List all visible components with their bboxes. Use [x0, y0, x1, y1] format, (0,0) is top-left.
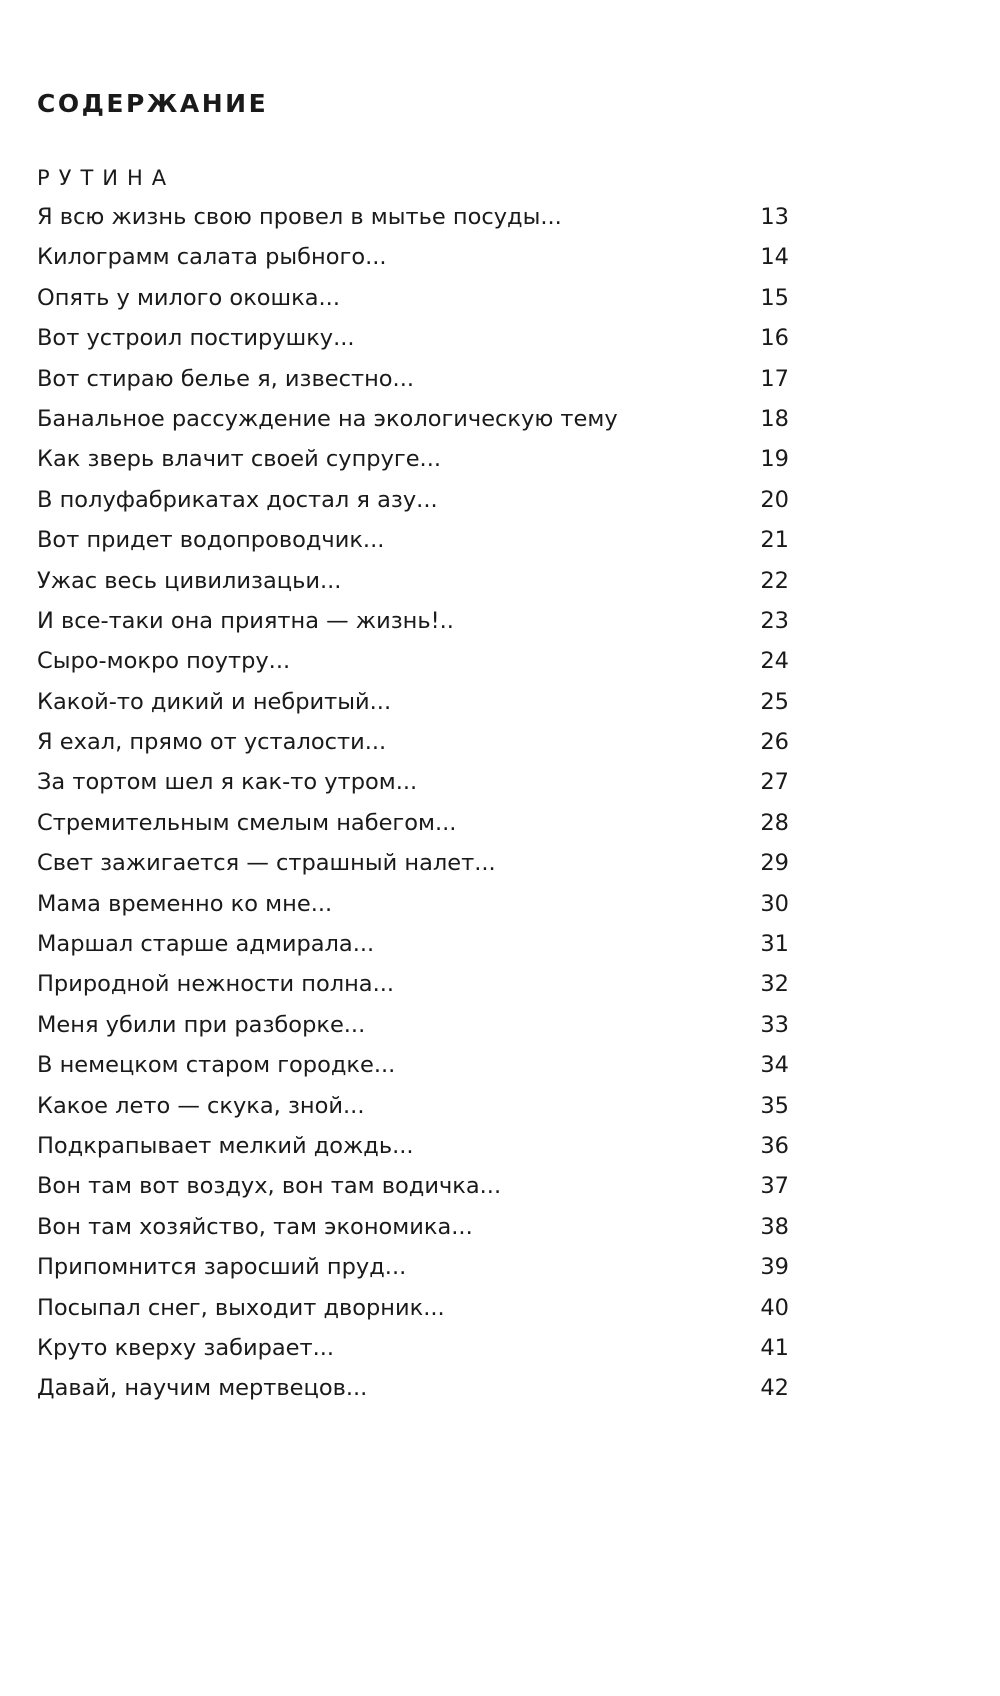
toc-entry-page-number: 17 [760, 365, 789, 392]
toc-entry-page-number: 31 [760, 931, 789, 958]
toc-entry-page-number: 41 [760, 1334, 789, 1361]
toc-entry [37, 237, 789, 277]
toc-entry [37, 520, 789, 560]
toc-entry [37, 1247, 789, 1287]
toc-entry [37, 439, 789, 479]
toc-entry-page-number: 14 [760, 244, 789, 271]
toc-entry-title: Ужас весь цивилизацьи... [37, 567, 342, 594]
toc-entry [37, 884, 789, 924]
toc-entry-title: Припомнится заросший пруд... [37, 1254, 407, 1281]
toc-entry-page-number: 13 [760, 204, 789, 230]
toc-entry-title: Посыпал снег, выходит дворник... [37, 1294, 445, 1321]
toc-entry-page-number: 40 [760, 1294, 789, 1321]
toc-entry-page-number: 26 [760, 729, 789, 756]
toc-entry-page-number: 29 [760, 850, 789, 877]
toc-entry-page-number: 18 [760, 405, 789, 432]
toc-entry-page-number: 39 [760, 1254, 789, 1281]
toc-entry-page-number: 20 [760, 486, 789, 513]
toc-entry-title: Какой-то дикий и небритый... [37, 688, 392, 715]
toc-entry [37, 722, 789, 762]
toc-entry-title: В немецком старом городке... [37, 1052, 396, 1079]
toc-entry-page-number: 19 [760, 446, 789, 473]
toc-entry-title: Опять у милого окошка... [37, 284, 340, 311]
toc-entry-title: Вот устроил постирушку... [37, 325, 355, 352]
toc-entry [37, 601, 789, 641]
toc-entry-title: Подкрапывает мелкий дождь... [37, 1132, 414, 1159]
toc-entry-page-number: 38 [760, 1213, 789, 1240]
toc-entry [37, 1368, 789, 1408]
toc-entry [37, 1045, 789, 1085]
toc-entry-page-number: 24 [760, 648, 789, 675]
toc-entry [37, 964, 789, 1004]
toc-entry-title: Вон там вот воздух, вон там водичка... [37, 1173, 502, 1200]
toc-entry [37, 1086, 789, 1126]
toc-entry-page-number: 21 [760, 527, 789, 554]
toc-entry [37, 1126, 789, 1166]
toc-entry [37, 278, 789, 318]
toc-entry-page-number: 34 [760, 1052, 789, 1079]
toc-entry-page-number: 22 [760, 567, 789, 594]
toc-entry [37, 399, 789, 439]
toc-entry-title: Природной нежности полна... [37, 971, 395, 998]
toc-entry-title: Круто кверху забирает... [37, 1334, 335, 1361]
toc-entry-title: За тортом шел я как-то утром... [37, 769, 418, 796]
toc-entry-title: Вон там хозяйство, там экономика... [37, 1213, 473, 1240]
toc-entry [37, 197, 789, 237]
toc-entry-title: Свет зажигается — страшный налет... [37, 850, 496, 877]
toc-entry [37, 641, 789, 681]
toc-entry [37, 682, 789, 722]
toc-entry-page-number: 15 [760, 284, 789, 311]
section-heading: РУТИНА [37, 166, 176, 190]
toc-entry [37, 1207, 789, 1247]
toc-entry [37, 480, 789, 520]
toc-entry-page-number: 35 [760, 1092, 789, 1119]
toc-entry [37, 318, 789, 358]
toc-entry-page-number: 16 [760, 325, 789, 352]
toc-entry [37, 924, 789, 964]
toc-entry [37, 1166, 789, 1206]
toc-entry-title: Меня убили при разборке... [37, 1011, 366, 1038]
toc-entry-page-number: 23 [760, 607, 789, 634]
toc-entry-title: И все-таки она приятна — жизнь!.. [37, 607, 454, 634]
page-title: СОДЕРЖАНИЕ [37, 89, 269, 118]
toc-entry-title: Мама временно ко мне... [37, 890, 333, 917]
table-of-contents [37, 197, 789, 1409]
toc-entry [37, 762, 789, 802]
toc-entry-title: Какое лето — скука, зной... [37, 1092, 365, 1119]
toc-entry-title: Как зверь влачит своей супруге... [37, 446, 442, 473]
toc-entry-title: Стремительным смелым набегом... [37, 809, 457, 836]
toc-entry-title: Банальное рассуждение на экологическую тему [37, 405, 618, 432]
toc-entry-page-number: 33 [760, 1011, 789, 1038]
toc-entry-title: Давай, научим мертвецов... [37, 1375, 368, 1402]
toc-entry [37, 843, 789, 883]
toc-entry-title: Вот стираю белье я, известно... [37, 365, 415, 392]
toc-entry-title: Маршал старше адмирала... [37, 931, 375, 958]
toc-entry-page-number: 37 [760, 1173, 789, 1200]
toc-entry-title: Килограмм салата рыбного... [37, 244, 387, 271]
toc-entry-title: В полуфабрикатах достал я азу... [37, 486, 438, 513]
toc-entry-title: Вот придет водопроводчик... [37, 527, 385, 554]
toc-entry [37, 1288, 789, 1328]
toc-entry-page-number: 36 [760, 1132, 789, 1159]
toc-entry [37, 1328, 789, 1368]
toc-entry [37, 359, 789, 399]
toc-entry [37, 561, 789, 601]
toc-entry-page-number: 27 [760, 769, 789, 796]
toc-entry-title: Я ехал, прямо от усталости... [37, 729, 387, 756]
toc-entry [37, 1005, 789, 1045]
toc-entry-page-number: 32 [760, 971, 789, 998]
toc-entry-page-number: 42 [760, 1375, 789, 1402]
toc-entry-page-number: 25 [760, 688, 789, 715]
toc-entry-page-number: 28 [760, 809, 789, 836]
toc-entry-title: Сыро-мокро поутру... [37, 648, 291, 675]
toc-entry-title: Я всю жизнь свою провел в мытье посуды... [37, 204, 562, 230]
toc-entry-page-number: 30 [760, 890, 789, 917]
toc-entry [37, 803, 789, 843]
